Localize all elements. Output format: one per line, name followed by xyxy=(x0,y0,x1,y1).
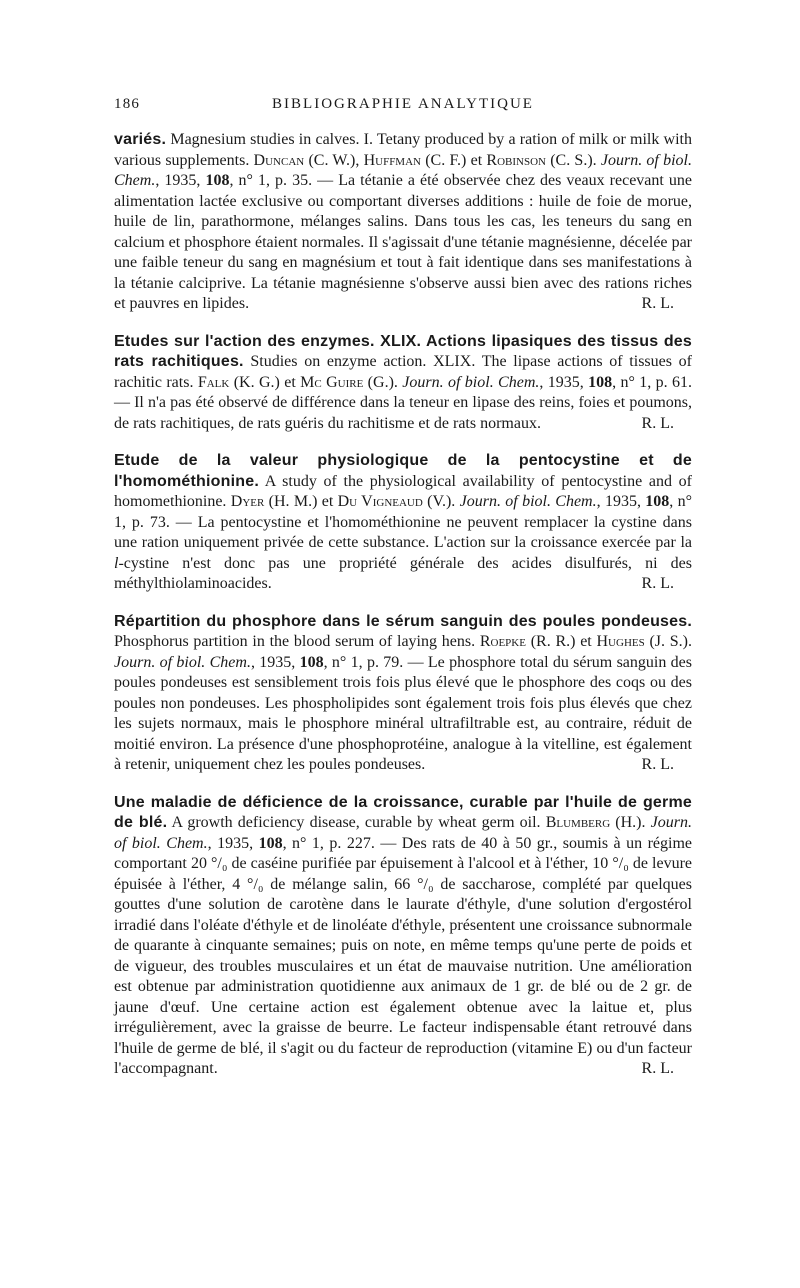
entry-text: , n° 1, p. 35. — La tétanie a été observée chez des veaux recevant une alimentation lactée exclusive ou comportant diverses additions : huile de foie de morue, huile de lin, parathormone, mélanges salins. Dans tous les cas, les teneurs du sang en calcium et phosphore étaient normales. Il s'agissait d'une tétanie magnésienne, décelée par une faible teneur du sang en magnésium et tout à fait identique dans ses manifestations à la tétanie calciprive. La tétanie magnésienne s'observe aussi bien avec des rations riches et pauvres en lipides. xyxy=(114,172,693,312)
author-name: Duncan xyxy=(253,151,305,169)
entry-signature: R. L. xyxy=(641,1060,674,1077)
entry-text: Phosphorus partition in the blood serum of laying hens. xyxy=(114,633,480,650)
entry-signature: R. L. xyxy=(641,414,674,432)
author-name: Robinson xyxy=(486,151,546,169)
entry-signature: R. L. xyxy=(641,756,674,773)
entry-text: , n° 1, p. 227. — Des rats de 40 à 50 gr., soumis à un régime comportant 20 °/₀ de caséine purifiée par épuisement à l'alcool et à l'éther, 10 °/₀ de levure épuisée à l'éther, 4 °/₀ de mélange salin, 66 °/₀ de saccharose, complété par quelques gouttes d'une solution de carotène dans le laurate d'éthyle, d'une solution d'ergostérol irradié dans l'oléate d'éthyle et de linoléate d'éthyle, présentent une croissance subnormale de quarante à cinquante semaines; puis on note, en même temps qu'une perte de poids et de vigueur, des troubles musculaires et un état de mauvaise nutrition. Une amélioration est obtenue par administration quotidienne aux animaux de 1 gr. de blé ou de 2 gr. de jaune d'œuf. Une certaine action est également obtenue avec la laitue et, plus irrégulièrement, avec la graisse de beurre. Le facteur indispensable étant retrouvé dans l'huile de germe de blé, il s'agit ou du facteur de reproduction (vitamine E) ou d'un facteur l'accompagnant. xyxy=(114,834,692,1077)
entry-heading: Répartition du phosphore dans le sérum sanguin des poules pondeuses. xyxy=(114,612,692,630)
entry-text: , 1935, xyxy=(596,493,646,510)
entry-text: (G.). xyxy=(363,373,403,391)
journal-volume: 108 xyxy=(258,834,283,852)
author-name: Hughes xyxy=(596,633,645,650)
abstract-entry xyxy=(114,130,692,315)
entry-text: , 1935, xyxy=(155,172,206,189)
journal-volume: 108 xyxy=(645,493,670,510)
entry-text: (C. F.) et xyxy=(420,151,487,169)
entry-heading: Etudes sur l'action des enzymes. XLIX. Actions lipasiques des tissus des rats rachitiques. xyxy=(114,332,692,370)
entry-text: (V.). xyxy=(422,493,460,510)
entry-signature: R. L. xyxy=(641,295,674,312)
running-title: BIBLIOGRAPHIE ANALYTIQUE xyxy=(272,95,534,112)
entry-text: (K. G.) et xyxy=(229,373,301,391)
journal-volume: 108 xyxy=(299,653,324,671)
entry-text: Studies on enzyme action. XLIX. The lipase actions of tissues of rachitic rats. xyxy=(114,353,692,391)
abstract-entry xyxy=(114,332,692,435)
author-name: Roepke xyxy=(479,633,526,650)
journal-name: Journ. of biol. Chem. xyxy=(114,814,692,852)
entry-text: , 1935, xyxy=(250,653,300,671)
entry-text: , 1935, xyxy=(207,834,259,852)
journal-name: Journ. of biol. Chem. xyxy=(402,373,540,391)
entry-text: (H.). xyxy=(610,814,651,831)
abstract-entry xyxy=(114,451,692,595)
entry-signature: R. L. xyxy=(641,575,674,592)
author-name: Du Vigneaud xyxy=(337,493,423,510)
journal-volume: 108 xyxy=(588,373,613,391)
entry-text: A study of the physiological availability of pentocystine and of homomethionine. xyxy=(114,472,692,510)
entry-heading: Etude de la valeur physiologique de la pentocystine et de l'homométhionine. xyxy=(114,452,692,490)
entry-text: (H. M.) et xyxy=(264,493,338,510)
author-name: Falk xyxy=(197,373,230,391)
entry-text: , 1935, xyxy=(539,373,589,391)
abstract-entry xyxy=(114,612,692,776)
entry-text: (C. S.). xyxy=(545,151,601,169)
author-name: Blumberg xyxy=(545,814,611,831)
entry-heading: variés. xyxy=(114,131,167,148)
journal-name: Journ. of biol. Chem. xyxy=(114,151,692,189)
entry-text: (J. S.). xyxy=(644,633,693,650)
journal-name: Journ. of biol. Chem. xyxy=(114,653,251,671)
entry-text: , n° 1, p. 73. — La pentocystine et l'homométhionine ne peuvent remplacer la cystine dans une ration uniquement privée de cette substance. L'action sur la croissance exercée par la xyxy=(114,493,693,551)
journal-name: Journ. of biol. Chem. xyxy=(459,493,597,510)
entry-text: Magnesium studies in calves. I. Tetany produced by a ration of milk or milk with various supplements. xyxy=(114,131,692,169)
entry-text: -cystine n'est donc pas une propriété générale des acides disulfurés, ni des méthylthiolaminoacides. xyxy=(114,554,692,592)
l-prefix: l xyxy=(114,554,119,572)
running-header xyxy=(114,90,692,118)
entry-heading: Une maladie de déficience de la croissance, curable par l'huile de germe de blé. xyxy=(114,793,692,831)
abstract-entry xyxy=(114,793,692,1080)
journal-volume: 108 xyxy=(205,172,230,189)
article-body xyxy=(114,130,692,1097)
author-name: Huffman xyxy=(363,151,421,169)
page-number: 186 xyxy=(114,95,141,112)
author-name: Mc Guire xyxy=(300,373,364,391)
entry-text: (R. R.) et xyxy=(525,633,597,650)
entry-text: , n° 1, p. 79. — Le phosphore total du sérum sanguin des poules pondeuses est sensiblement trois fois plus élevé que le phosphore des coqs ou des poules non pondeuses. Les phospholipides sont également trois fois plus élevés que chez les sujets normaux, mais le phosphore minéral ultrafiltrable est, au contraire, réduit de moitié environ. La présence d'une phosphoprotéine, analogue à la vitelline, est également à retenir, uniquement chez les poules pondeuses. xyxy=(114,653,692,773)
entry-text: (C. W.), xyxy=(304,151,364,169)
entry-text: A growth deficiency disease, curable by wheat germ oil. xyxy=(167,814,546,831)
entry-text: , n° 1, p. 61. — Il n'a pas été observé de différence dans la teneur en lipase des reins, foies et poumons, de rats rachitiques, de rats guéris du rachitisme et de rats normaux. xyxy=(114,373,693,432)
author-name: Dyer xyxy=(230,493,265,510)
